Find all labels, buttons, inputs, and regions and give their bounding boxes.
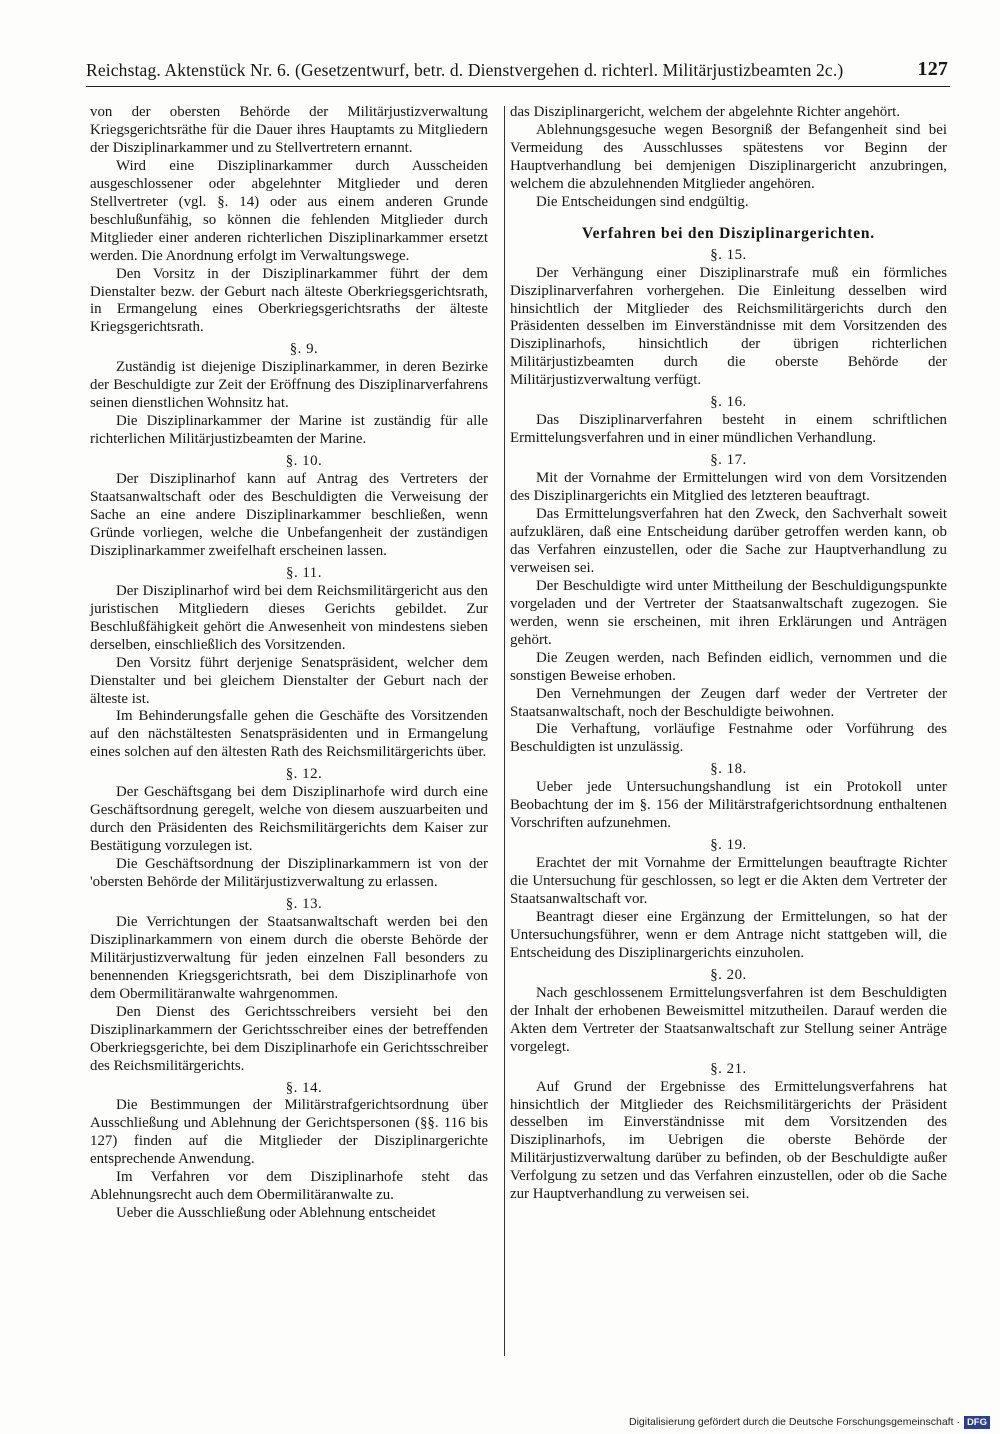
paragraph: Der Geschäftsgang bei dem Disziplinarhofe wird durch eine Geschäftsordnung geregelt, welche von diesem auszuarbeiten und durch den Präsidenten des Reichsmilitärgerichts dem Kaiser zur Bestätigung vorzulegen ist.	[90, 784, 488, 855]
paragraph: Das Ermittelungsverfahren hat den Zweck, den Sachverhalt soweit aufzuklären, daß eine Entscheidung darüber getroffen werden kann, ob das Verfahren einzustellen, oder die Sache zur Hauptverhandlung zu verweisen sei.	[510, 506, 947, 576]
paragraph: Mit der Vornahme der Ermittelungen wird von dem Vorsitzenden des Disziplinargerichts ein Mitglied des letzteren beauftragt.	[510, 470, 947, 505]
subsection-heading: Verfahren bei den Disziplinargerichten.	[582, 224, 875, 242]
section-heading: §. 13.	[285, 895, 323, 912]
paragraph: Den Vorsitz führt derjenige Senatspräsident, welcher dem Dienstalter und bei gleichem Dienstalter der Geburt nach der älteste ist.	[90, 654, 488, 707]
section-heading: §. 18.	[710, 761, 747, 778]
paragraph: Nach geschlossenem Ermittelungsverfahren ist dem Beschuldigten der Inhalt der erhobenen Beweismittel mitzutheilen. Darauf werden die Akten dem Vertreter der Staatsanwaltschaft zur Stellung seiner Anträge vorgelegt.	[510, 984, 947, 1055]
section-heading: §. 9.	[289, 341, 319, 358]
section-heading: §. 17.	[710, 452, 747, 469]
paragraph: Das Disziplinarverfahren besteht in einem schriftlichen Ermittelungsverfahren und in einer mündlichen Verhandlung.	[510, 412, 947, 447]
paragraph: Ueber jede Untersuchungshandlung ist ein Protokoll unter Beobachtung der im §. 156 der Militärstrafgerichtsordnung enthaltenen Vorschriften aufzunehmen.	[510, 779, 947, 832]
section-heading: §. 10.	[285, 453, 323, 470]
paragraph: Der Disziplinarhof wird bei dem Reichsmilitärgericht aus den juristischen Mitgliedern dieses Gerichts gebildet. Zur Beschlußfähigkeit gehört die Anwesenheit von mindestens sieben derselben, einschließlich des Vorsitzenden.	[90, 582, 488, 653]
paragraph: Die Entscheidungen sind endgültig.	[536, 193, 749, 210]
left-column	[90, 104, 488, 1223]
paragraph: Ueber die Ausschließung oder Ablehnung entscheidet	[116, 1205, 436, 1222]
paragraph: Wird eine Disziplinarkammer durch Ausscheiden ausgeschlossener oder abgelehnter Mitglieder und deren Stellvertreter (vgl. §. 14) oder aus einem anderen Grunde beschlußunfähig, so können die fehlenden Mitglieder durch Mitglieder einer anderen richterlichen Disziplinarkammer ersetzt werden. Die Anordnung erfolgt im Verwaltungswege.	[90, 157, 488, 264]
right-column	[510, 104, 947, 1204]
paragraph: Die Bestimmungen der Militärstrafgerichtsordnung über Ausschließung und Ablehnung der Gerichtspersonen (§§. 116 bis 127) finden auf die Mitglieder der Disziplinargerichte entsprechende Anwendung.	[90, 1097, 488, 1168]
column-divider	[504, 106, 505, 1356]
paragraph: von der obersten Behörde der Militärjustizverwaltung Kriegsgerichtsräthe für die Dauer ihres Hauptamts zu Mitgliedern der Disziplinarkammer und zu Stellvertretern ernannt.	[90, 104, 488, 156]
paragraph: Den Vorsitz in der Disziplinarkammer führt der dem Dienstalter bezw. der Geburt nach älteste Oberkriegsgerichtsrath, in Ermangelung eines Oberkriegsgerichtsraths der älteste Kriegsgerichtsrath.	[90, 265, 488, 336]
paragraph: Im Behinderungsfalle gehen die Geschäfte des Vorsitzenden auf den nächstältesten Senatspräsidenten und in Ermangelung eines solchen auf den ältesten Rath des Reichsmilitärgerichts über.	[90, 708, 488, 761]
dfg-logo-icon: DFG	[964, 1416, 990, 1429]
section-heading: §. 20.	[710, 966, 747, 983]
paragraph: Auf Grund der Ergebnisse des Ermittelungsverfahrens hat hinsichtlich der Mitglieder des Reichsmilitärgerichts der Präsident desselben im Einverständnisse mit dem Vorsitzenden des Disziplinarhofs, im Uebrigen die oberste Behörde der Militärjustizverwaltung darüber zu befinden, ob der Beschuldigte außer Verfolgung zu setzen und das Verfahren einzustellen, oder ob die Sache zur Hauptverhandlung zu verweisen sei.	[510, 1078, 947, 1203]
footer-credit	[629, 1414, 990, 1430]
paragraph: Die Zeugen werden, nach Befinden eidlich, vernommen und die sonstigen Beweise erhoben.	[510, 649, 947, 684]
paragraph: Die Disziplinarkammer der Marine ist zuständig für alle richterlichen Militärjustizbeamten der Marine.	[90, 413, 488, 448]
footer-text: Digitalisierung gefördert durch die Deutsche Forschungsgemeinschaft ·	[629, 1416, 960, 1428]
paragraph: Den Dienst des Gerichtsschreibers versieht bei den Disziplinarkammern der Gerichtsschreiber eines der betreffenden Oberkriegsgerichte, bei dem Disziplinarhofe ein Gerichtsschreiber des Reichsmilitärgerichts.	[90, 1003, 488, 1074]
header-title: Reichstag. Aktenstück Nr. 6. (Gesetzentwurf, betr. d. Dienstvergehen d. richterl. Militärjustizbeamten 2c.)	[86, 60, 844, 80]
paragraph: Beantragt dieser eine Ergänzung der Ermittelungen, so hat der Untersuchungsführer, wenn er dem Antrage nicht stattgeben will, die Entscheidung des Disziplinargerichts einzuholen.	[510, 908, 947, 961]
section-heading: §. 16.	[710, 394, 747, 411]
section-heading: §. 19.	[710, 837, 747, 854]
paragraph: Der Disziplinarhof kann auf Antrag des Vertreters der Staatsanwaltschaft oder des Beschuldigten die Verweisung der Sache an eine andere Disziplinarkammer beschließen, wenn Gründe vorliegen, welche die Unbefangenheit der zuständigen Disziplinarkammer zweifelhaft erscheinen lassen.	[90, 471, 488, 559]
paragraph: Die Geschäftsordnung der Disziplinarkammern ist von der 'obersten Behörde der Militärjustizverwaltung zu erlassen.	[90, 856, 488, 891]
paragraph: Die Verhaftung, vorläufige Festnahme oder Vorführung des Beschuldigten ist unzulässig.	[510, 721, 947, 756]
paragraph: Die Verrichtungen der Staatsanwaltschaft werden bei den Disziplinarkammern von einem durch die oberste Behörde der Militärjustizverwaltung für jeden einzelnen Fall besonders zu benennenden Kriegsgerichtsrath, bei dem Disziplinarhofe von dem Obermilitäranwalte wahrgenommen.	[90, 913, 488, 1002]
section-heading: §. 14.	[285, 1079, 323, 1096]
page-number: 127	[917, 58, 948, 80]
section-heading: §. 21.	[710, 1060, 747, 1077]
paragraph: Zuständig ist diejenige Disziplinarkammer, in deren Bezirke der Beschuldigte zur Zeit der Eröffnung des Disziplinarverfahrens seinen dienstlichen Wohnsitz hat.	[90, 359, 488, 412]
paragraph: das Disziplinargericht, welchem der abgelehnte Richter angehört.	[510, 104, 901, 120]
section-heading: §. 11.	[286, 564, 322, 581]
section-heading: §. 15.	[710, 246, 747, 263]
paragraph: Ablehnungsgesuche wegen Besorgniß der Befangenheit sind bei Vermeidung des Ausschlusses spätestens vor Beginn der Hauptverhandlung bei demjenigen Disziplinargericht anzubringen, welchem die abzulehnenden Mitglieder angehören.	[510, 121, 947, 192]
paragraph: Im Verfahren vor dem Disziplinarhofe steht das Ablehnungsrecht auch dem Obermilitäranwalte zu.	[90, 1169, 488, 1204]
paragraph: Der Verhängung einer Disziplinarstrafe muß ein förmliches Disziplinarverfahren vorhergehen. Die Einleitung desselben wird hinsichtlich der Mitglieder des Reichsmilitärgerichts durch den Präsidenten desselben im Einverständnisse mit dem Vorsitzenden des Disziplinarhofs, hinsichtlich der übrigen richterlichen Militärjustizbeamten durch die oberste Behörde der Militärjustizverwaltung verfügt.	[510, 264, 947, 389]
section-heading: §. 12.	[285, 766, 323, 783]
paragraph: Erachtet der mit Vornahme der Ermittelungen beauftragte Richter die Untersuchung für geschlossen, so legt er die Akten dem Vertreter der Staatsanwaltschaft vor.	[510, 855, 947, 908]
running-header	[86, 58, 950, 86]
paragraph: Der Beschuldigte wird unter Mittheilung der Beschuldigungspunkte vorgeladen und der Vertreter der Staatsanwaltschaft zugezogen. Sie werden, wenn sie erscheinen, mit ihren Erklärungen und Anträgen gehört.	[510, 577, 947, 648]
header-rule	[86, 86, 950, 87]
paragraph: Den Vernehmungen der Zeugen darf weder der Vertreter der Staatsanwaltschaft, noch der Beschuldigte beiwohnen.	[510, 685, 947, 720]
